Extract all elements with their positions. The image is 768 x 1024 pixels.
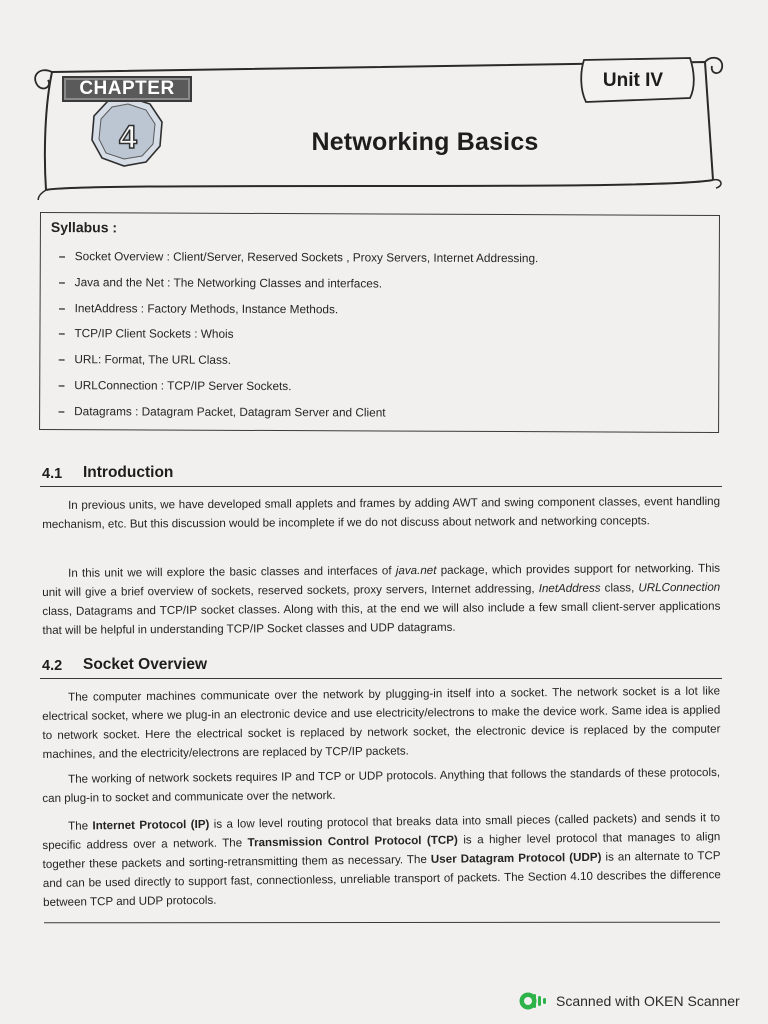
text-run: The working of network sockets requires IP and TCP or UDP protocols. Anything that follows the standards of these protocols, can plug-in to socket and communicate over the network. xyxy=(42,765,721,805)
text-run: The xyxy=(68,819,93,833)
syllabus-item: – Java and the Net : The Networking Classes and interfaces. xyxy=(59,275,539,303)
text-run: In this unit we will explore the basic classes and interfaces of xyxy=(68,564,396,580)
italic-term: URLConnection xyxy=(638,580,721,595)
unit-label: Unit IV xyxy=(602,70,664,91)
syllabus-item: – Datagrams : Datagram Packet, Datagram Server and Client xyxy=(58,404,538,432)
syllabus-item: – URLConnection : TCP/IP Server Sockets. xyxy=(58,378,538,406)
syllabus-box xyxy=(39,212,720,433)
section-number: 4.2 xyxy=(42,658,63,674)
section-heading-introduction xyxy=(40,466,722,487)
paragraph xyxy=(42,559,721,640)
section-heading-socket-overview xyxy=(40,658,722,679)
chapter-number: 4 xyxy=(119,119,137,155)
italic-term: java.net xyxy=(395,563,437,578)
text-run: is a low level routing protocol that breaks data into small pieces (called packets) and sends it to specific address over a network. The xyxy=(42,811,721,852)
chapter-label: CHAPTER xyxy=(62,76,192,102)
scanner-watermark xyxy=(518,990,740,1012)
syllabus-item: – URL: Format, The URL Class. xyxy=(58,352,538,380)
text-run: class, Datagrams and TCP/IP socket classes. Along with this, at the end we will also include a few small client-server applications that will be helpful in understanding TCP/IP Socket classes and UDP datagrams. xyxy=(42,599,721,637)
text-run: class, xyxy=(600,581,639,595)
bold-term: User Datagram Protocol (UDP) xyxy=(430,850,602,866)
syllabus-item: – TCP/IP Client Sockets : Whois xyxy=(58,326,538,354)
text-run: is a higher level protocol that manages to align together these packets and sorting-retransmitting them as necessary. The xyxy=(42,830,721,871)
text-run: package, which provides support for networking. This unit will give a brief overview of sockets, reserved sockets, proxy servers, Internet addressing, xyxy=(42,561,721,599)
bold-term: Transmission Control Protocol (TCP) xyxy=(247,833,458,850)
text-run: In previous units, we have developed small applets and frames by adding AWT and swing component classes, event handling mechanism, etc. But this discussion would be incomplete if we do not discuss about network and networking concepts. xyxy=(42,494,721,531)
paragraph xyxy=(42,681,721,764)
scanner-text: Scanned with OKEN Scanner xyxy=(556,993,740,1009)
section-title: Introduction xyxy=(83,464,174,481)
oken-scanner-logo-icon xyxy=(518,991,548,1011)
text-run: is an alternate to TCP and can be used directly to support fast, connectionless, unreliable transport of packets. The Section 4.10 describes the difference between TCP and UDP protocols. xyxy=(42,849,721,909)
page-bottom-rule xyxy=(44,922,720,924)
syllabus-title: Syllabus : xyxy=(50,219,118,236)
bold-term: Internet Protocol (IP) xyxy=(92,817,210,833)
section-number: 4.1 xyxy=(42,466,63,482)
paragraph xyxy=(42,492,720,534)
section-title: Socket Overview xyxy=(83,656,208,673)
syllabus-item: – InetAddress : Factory Methods, Instance Methods. xyxy=(59,301,539,329)
syllabus-item: – Socket Overview : Client/Server, Reserved Sockets , Proxy Servers, Internet Addressing. xyxy=(59,249,539,277)
italic-term: InetAddress xyxy=(538,581,601,596)
chapter-title: Networking Basics xyxy=(311,128,539,156)
paragraph xyxy=(42,763,720,808)
text-run: The computer machines communicate over the network by plugging-in itself into a socket. The network socket is a lot like electrical socket, where we plug-in an electronic device and use electricity/electrons to make the device work. Same idea is applied to network socket. Here the electrical socket is replaced by network socket, the electronic device is replaced by the computer machines, and the electricity/electrons are replaced by TCP/IP packets. xyxy=(42,684,721,761)
syllabus-list xyxy=(58,249,538,432)
paragraph xyxy=(42,808,721,912)
